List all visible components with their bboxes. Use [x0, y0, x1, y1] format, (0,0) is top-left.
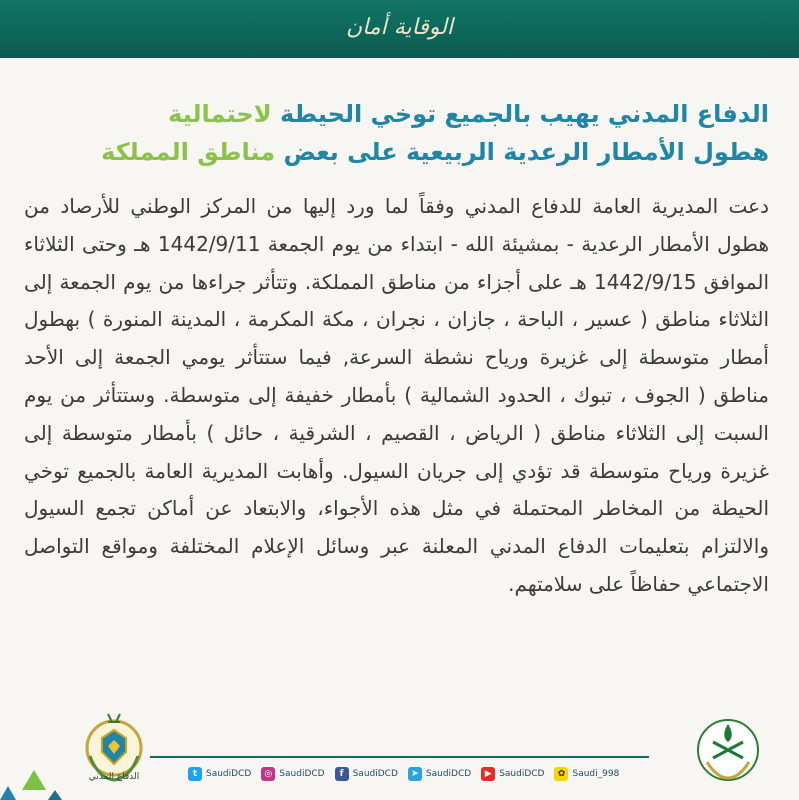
footer-divider	[150, 756, 649, 758]
youtube-icon: ▶	[481, 767, 495, 781]
twitter-icon: t	[188, 767, 202, 781]
social-handle: SaudiDCD	[499, 769, 545, 779]
social-telegram[interactable]	[408, 764, 471, 784]
headline	[24, 95, 769, 171]
decor-triangle-teal	[48, 790, 62, 800]
headline-line-1-accent: لاحتمالية	[168, 100, 272, 128]
saudi-emblem	[693, 712, 763, 788]
social-handle: SaudiDCD	[206, 769, 252, 779]
social-handle: SaudiDCD	[425, 769, 472, 779]
headline-line-2	[24, 133, 769, 171]
headline-line-1	[24, 95, 769, 133]
top-banner	[0, 0, 799, 58]
headline-line-2-accent: مناطق المملكة	[101, 138, 276, 166]
announcement-body: دعت المديرية العامة للدفاع المدني وفقاً لما ورد إليها من المركز الوطني للأرصاد من هطول الأمطار الرعدية - بمشيئة الله - ابتداء من يوم الجمعة 1442/9/11 هـ وحتى الثلاثاء الموافق 1442/9/15 هـ على أجزاء من مناطق المملكة. وتتأثر جراءها من يوم الجمعة إلى الثلاثاء مناطق ( عسير ، الباحة ، جازان ، نجران ، مكة المكرمة ، المدينة المنورة ) بهطول أمطار متوسطة إلى غزيرة ورياح نشطة السرعة, فيما ستتأثر يومي الجمعة إلى الأحد مناطق ( الجوف ، تبوك ، الحدود الشمالية ) بأمطار خفيفة إلى متوسطة. وستتأثر من يوم السبت إلى الثلاثاء مناطق ( الرياض ، القصيم ، الشرقية ، حائل ) بأمطار متوسطة إلى غزيرة ورياح متوسطة قد تؤدي إلى جريان السيول. وأهابت المديرية العامة بالجميع توخي الحيطة من المخاطر المحتملة في مثل هذه الأجواء، والابتعاد عن أماكن تجمع السيول والالتزام بتعليمات الدفاع المدني المعلنة عبر وسائل الإعلام المختلفة ومواقع التواصل الاجتماعي حفاظاً على سلامتهم.	[24, 194, 770, 596]
social-facebook[interactable]	[335, 764, 398, 784]
social-snapchat[interactable]	[554, 764, 619, 784]
social-handle: SaudiDCD	[352, 769, 398, 779]
decor-triangle-blue	[0, 786, 16, 800]
social-handle: Saudi_998	[572, 769, 620, 779]
social-youtube[interactable]	[481, 764, 544, 784]
social-instagram[interactable]	[261, 764, 324, 784]
facebook-icon: f	[335, 767, 349, 781]
slogan-logo: الوقاية أمان	[345, 15, 454, 40]
social-twitter[interactable]	[188, 764, 251, 784]
headline-line-1-main: الدفاع المدني يهيب بالجميع توخي الحيطة	[279, 100, 769, 128]
instagram-icon: ◎	[261, 767, 275, 781]
snapchat-icon: ✿	[554, 767, 568, 781]
headline-line-2-main: هطول الأمطار الرعدية الربيعية على بعض	[283, 138, 769, 166]
social-handle: SaudiDCD	[279, 769, 325, 779]
telegram-icon: ➤	[408, 767, 422, 781]
emblem-caption: الدفاع المدني	[88, 772, 140, 782]
decor-triangle-green	[22, 770, 46, 790]
social-bar	[188, 764, 619, 784]
